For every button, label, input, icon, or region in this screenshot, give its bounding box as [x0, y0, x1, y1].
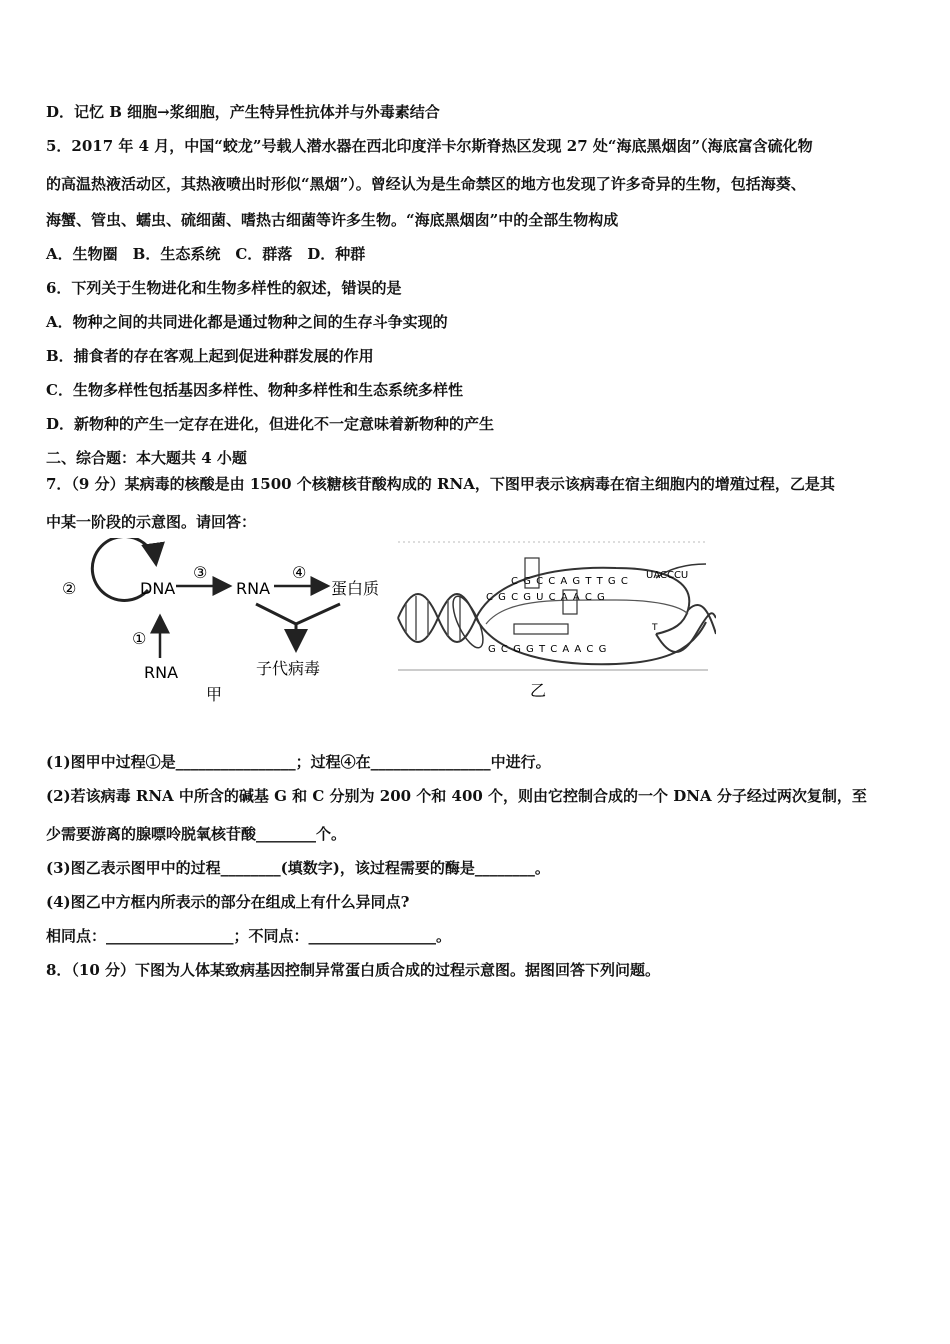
yi-top-strand: C G C C A G T T G C: [511, 576, 629, 587]
yi-middle: C G C G U C A A C G: [486, 592, 606, 603]
q7-sub2-line2: 少需要游离的腺嘌呤脱氧核苷酸________个。: [46, 825, 347, 843]
jia-label-4: ④: [292, 563, 307, 582]
q6-option-b: B．捕食者的存在客观上起到促进种群发展的作用: [46, 347, 374, 365]
section2-heading: 二、综合题：本大题共 4 小题: [46, 449, 247, 467]
q7-sub4: (4)图乙中方框内所表示的部分在组成上有什么异同点?: [46, 893, 410, 911]
jia-dna: DNA: [140, 579, 176, 598]
q5-stem-line3: 海蟹、管虫、蠕虫、硫细菌、嗜热古细菌等许多生物。“海底黑烟囱”中的全部生物构成: [46, 211, 619, 229]
q6-stem: 6．下列关于生物进化和生物多样性的叙述，错误的是: [46, 279, 402, 297]
jia-rna: RNA: [236, 579, 271, 598]
q7-sub2-line1: (2)若该病毒 RNA 中所含的碱基 G 和 C 分别为 200 个和 400 个，则由它控制合成的一个 DNA 分子经过两次复制，至: [46, 787, 867, 805]
jia-protein: 蛋白质: [331, 579, 380, 598]
jia-rna-bottom: RNA: [144, 663, 179, 682]
q7-sub1: (1)图甲中过程①是________________；过程④在________________中进行。: [46, 753, 551, 771]
merge-line-left: [256, 604, 296, 624]
q5-options: A．生物圈 B．生态系统 C．群落 D．种群: [46, 245, 366, 263]
jia-label-2: ②: [62, 579, 77, 598]
jia-progeny: 子代病毒: [256, 659, 321, 678]
q6-option-c: C．生物多样性包括基因多样性、物种多样性和生态系统多样性: [46, 381, 463, 399]
figure-yi: [398, 542, 716, 700]
polymerase-bar: [514, 624, 568, 634]
q6-option-a: A．物种之间的共同进化都是通过物种之间的生存斗争实现的: [46, 313, 448, 331]
q5-stem-line1: 5．2017 年 4 月，中国“蛟龙”号载人潜水器在西北印度洋卡尔斯脊热区发现 27 处“海底黑烟囱”（海底富含硫化物: [46, 137, 813, 155]
yi-bottom-right: T: [652, 623, 658, 633]
merge-line-right: [296, 604, 340, 624]
q8-stem: 8．（10 分）下图为人体某致病基因控制异常蛋白质合成的过程示意图。据图回答下列问题。: [46, 961, 661, 979]
q7-figure: [56, 538, 716, 708]
jia-label-3: ③: [193, 563, 208, 582]
rna-chain: [486, 600, 688, 624]
q7-stem-line1: 7．（9 分）某病毒的核酸是由 1500 个核糖核苷酸构成的 RNA，下图甲表示该病毒在宿主细胞内的增殖过程，乙是其: [46, 475, 835, 493]
bubble-bottom-strand: [476, 618, 706, 664]
q5-stem-line2: 的高温热液活动区，其热液喷出时形似“黑烟”）。曾经认为是生命禁区的地方也发现了许多奇异的生物，包括海葵、: [46, 175, 806, 193]
q6-option-d: D．新物种的产生一定存在进化，但进化不一定意味着新物种的产生: [46, 415, 495, 433]
q7-sub3: (3)图乙表示图甲中的过程________(填数字)，该过程需要的酶是________。: [46, 859, 550, 877]
yi-top-right: UACCCU: [646, 570, 689, 581]
jia-caption: 甲: [206, 685, 223, 704]
figure-jia: [62, 538, 379, 704]
q7-sub4-answer: 相同点：_________________；不同点：_________________。: [46, 927, 452, 945]
q4-option-d: D．记忆 B 细胞→浆细胞，产生特异性抗体并与外毒素结合: [46, 103, 440, 121]
yi-bottom-strand: G C G G T C A A C G: [488, 644, 608, 655]
q7-stem-line2: 中某一阶段的示意图。请回答：: [46, 513, 257, 531]
yi-caption: 乙: [530, 681, 547, 700]
jia-label-1: ①: [132, 629, 147, 648]
